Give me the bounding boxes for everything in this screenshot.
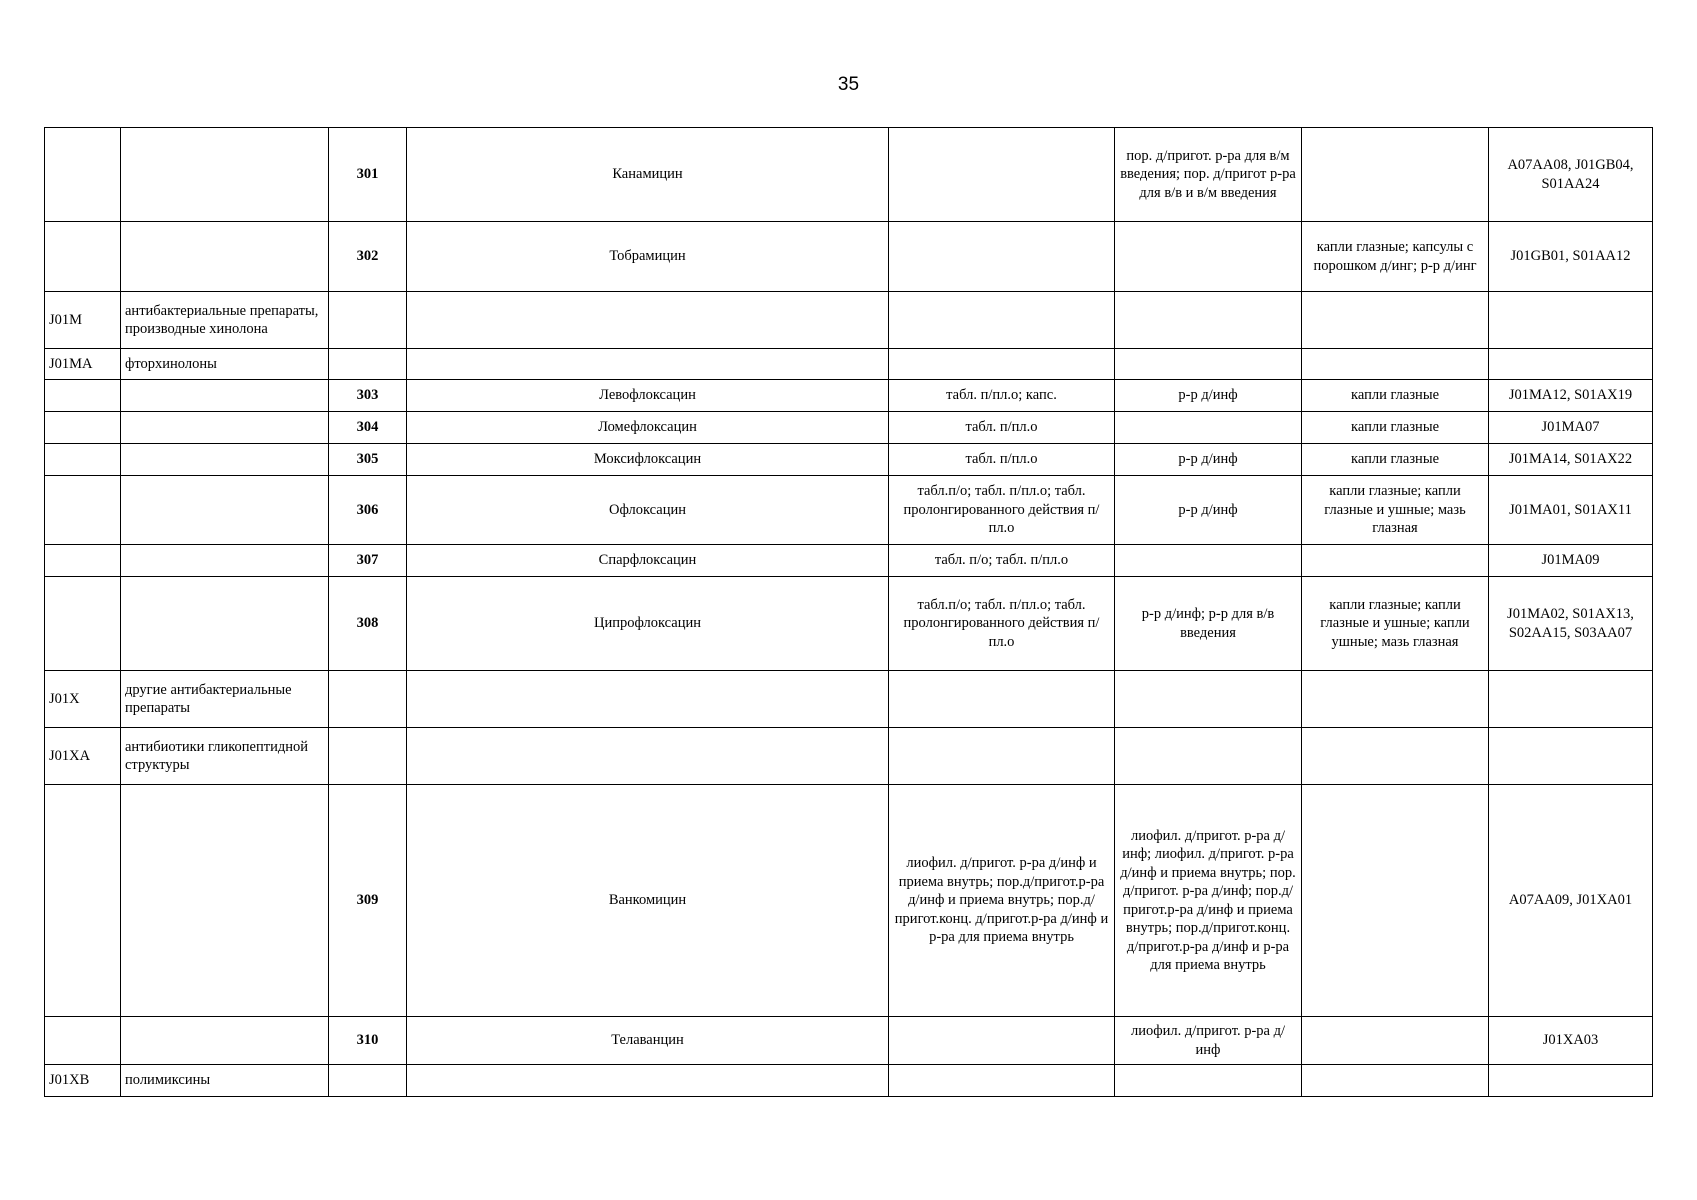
row-number-cell (329, 1065, 407, 1097)
atc-codes-cell: J01MA09 (1489, 545, 1653, 577)
table-row (45, 412, 1653, 444)
drug-name-cell: Ципрофлоксацин (407, 577, 889, 671)
group-name-cell (121, 444, 329, 476)
table-row (45, 476, 1653, 545)
form-other-cell (1302, 128, 1489, 222)
atc-codes-cell: A07AA08, J01GB04, S01AA24 (1489, 128, 1653, 222)
atc-code-cell (45, 222, 121, 292)
form-oral-cell (889, 349, 1115, 380)
form-other-cell (1302, 349, 1489, 380)
atc-codes-cell: J01MA07 (1489, 412, 1653, 444)
group-name-cell: антибиотики гликопептидной структуры (121, 728, 329, 785)
atc-code-cell (45, 476, 121, 545)
row-number-cell: 303 (329, 380, 407, 412)
row-number-cell (329, 671, 407, 728)
atc-codes-cell: J01GB01, S01AA12 (1489, 222, 1653, 292)
drug-name-cell: Левофлоксацин (407, 380, 889, 412)
atc-code-cell (45, 412, 121, 444)
atc-codes-cell (1489, 349, 1653, 380)
page-number: 35 (837, 74, 860, 95)
form-injection-cell (1115, 412, 1302, 444)
form-oral-cell (889, 671, 1115, 728)
atc-codes-cell (1489, 292, 1653, 349)
form-injection-cell: пор. д/пригот. р-ра для в/м введения; пор. д/пригот р-ра для в/в и в/м введения (1115, 128, 1302, 222)
atc-code-cell: J01XB (45, 1065, 121, 1097)
form-other-cell: капли глазные; капли глазные и ушные; капли ушные; мазь глазная (1302, 577, 1489, 671)
row-number-cell: 304 (329, 412, 407, 444)
form-oral-cell: лиофил. д/пригот. р-ра д/инф и приема внутрь; пор.д/пригот.р-ра д/инф и приема внутрь; пор.д/пригот.конц. д/пригот.р-ра д/инф и р-ра для приема внутрь (889, 785, 1115, 1017)
form-oral-cell: табл. п/о; табл. п/пл.о (889, 545, 1115, 577)
atc-code-cell (45, 128, 121, 222)
atc-codes-cell: J01MA02, S01AX13, S02AA15, S03AA07 (1489, 577, 1653, 671)
form-injection-cell: р-р д/инф (1115, 444, 1302, 476)
row-number-cell: 306 (329, 476, 407, 545)
atc-codes-cell: J01MA01, S01AX11 (1489, 476, 1653, 545)
drug-name-cell: Спарфлоксацин (407, 545, 889, 577)
form-oral-cell (889, 1065, 1115, 1097)
table-row (45, 292, 1653, 349)
form-injection-cell: лиофил. д/пригот. р-ра д/инф (1115, 1017, 1302, 1065)
form-injection-cell: р-р д/инф (1115, 476, 1302, 545)
form-injection-cell (1115, 671, 1302, 728)
form-oral-cell: табл. п/пл.о (889, 444, 1115, 476)
drug-name-cell: Канамицин (407, 128, 889, 222)
form-oral-cell (889, 728, 1115, 785)
atc-codes-cell: A07AA09, J01XA01 (1489, 785, 1653, 1017)
table-row (45, 128, 1653, 222)
atc-codes-cell: J01MA14, S01AX22 (1489, 444, 1653, 476)
form-other-cell (1302, 671, 1489, 728)
row-number-cell: 310 (329, 1017, 407, 1065)
form-injection-cell (1115, 1065, 1302, 1097)
form-other-cell: капли глазные; капсулы с порошком д/инг; р-р д/инг (1302, 222, 1489, 292)
row-number-cell: 308 (329, 577, 407, 671)
form-injection-cell (1115, 349, 1302, 380)
drug-table (44, 127, 1653, 1097)
drug-name-cell (407, 292, 889, 349)
row-number-cell: 301 (329, 128, 407, 222)
form-oral-cell: табл. п/пл.о (889, 412, 1115, 444)
row-number-cell (329, 728, 407, 785)
atc-code-cell (45, 785, 121, 1017)
drug-name-cell (407, 349, 889, 380)
form-other-cell (1302, 292, 1489, 349)
group-name-cell (121, 785, 329, 1017)
drug-name-cell: Телаванцин (407, 1017, 889, 1065)
row-number-cell (329, 349, 407, 380)
form-oral-cell: табл.п/о; табл. п/пл.о; табл. пролонгированного действия п/пл.о (889, 476, 1115, 545)
group-name-cell (121, 222, 329, 292)
table-row (45, 577, 1653, 671)
table-row (45, 380, 1653, 412)
table-row (45, 349, 1653, 380)
row-number-cell (329, 292, 407, 349)
form-oral-cell (889, 128, 1115, 222)
form-injection-cell (1115, 728, 1302, 785)
drug-name-cell (407, 671, 889, 728)
form-injection-cell (1115, 292, 1302, 349)
form-oral-cell: табл. п/пл.о; капс. (889, 380, 1115, 412)
form-oral-cell (889, 292, 1115, 349)
form-other-cell: капли глазные; капли глазные и ушные; мазь глазная (1302, 476, 1489, 545)
atc-codes-cell (1489, 1065, 1653, 1097)
group-name-cell (121, 1017, 329, 1065)
group-name-cell: другие антибактериальные препараты (121, 671, 329, 728)
atc-codes-cell (1489, 728, 1653, 785)
atc-code-cell (45, 1017, 121, 1065)
drug-name-cell: Тобрамицин (407, 222, 889, 292)
atc-codes-cell (1489, 671, 1653, 728)
table-row (45, 671, 1653, 728)
form-other-cell: капли глазные (1302, 412, 1489, 444)
form-other-cell: капли глазные (1302, 444, 1489, 476)
drug-name-cell (407, 1065, 889, 1097)
form-other-cell (1302, 1065, 1489, 1097)
drug-name-cell: Моксифлоксацин (407, 444, 889, 476)
form-other-cell (1302, 728, 1489, 785)
form-injection-cell (1115, 222, 1302, 292)
form-oral-cell (889, 222, 1115, 292)
drug-name-cell (407, 728, 889, 785)
group-name-cell (121, 577, 329, 671)
row-number-cell: 305 (329, 444, 407, 476)
group-name-cell (121, 545, 329, 577)
drug-name-cell: Ванкомицин (407, 785, 889, 1017)
form-other-cell (1302, 785, 1489, 1017)
table-row (45, 444, 1653, 476)
form-oral-cell (889, 1017, 1115, 1065)
table-row (45, 728, 1653, 785)
group-name-cell: полимиксины (121, 1065, 329, 1097)
form-other-cell (1302, 545, 1489, 577)
atc-code-cell: J01M (45, 292, 121, 349)
table-row (45, 1065, 1653, 1097)
group-name-cell (121, 476, 329, 545)
form-other-cell (1302, 1017, 1489, 1065)
form-injection-cell: лиофил. д/пригот. р-ра д/инф; лиофил. д/пригот. р-ра д/инф и приема внутрь; пор. д/пригот. р-ра д/инф; пор.д/пригот.р-ра д/инф и приема внутрь; пор.д/пригот.конц. д/пригот.р-ра д/инф и р-ра для приема внутрь (1115, 785, 1302, 1017)
atc-code-cell: J01XA (45, 728, 121, 785)
form-injection-cell (1115, 545, 1302, 577)
table-row (45, 785, 1653, 1017)
atc-code-cell (45, 577, 121, 671)
drug-name-cell: Ломефлоксацин (407, 412, 889, 444)
atc-code-cell (45, 545, 121, 577)
form-oral-cell: табл.п/о; табл. п/пл.о; табл. пролонгированного действия п/пл.о (889, 577, 1115, 671)
form-other-cell: капли глазные (1302, 380, 1489, 412)
atc-code-cell (45, 380, 121, 412)
drug-name-cell: Офлоксацин (407, 476, 889, 545)
row-number-cell: 309 (329, 785, 407, 1017)
row-number-cell: 302 (329, 222, 407, 292)
group-name-cell (121, 128, 329, 222)
atc-code-cell: J01X (45, 671, 121, 728)
table-row (45, 222, 1653, 292)
table-row (45, 1017, 1653, 1065)
group-name-cell (121, 412, 329, 444)
atc-codes-cell: J01XA03 (1489, 1017, 1653, 1065)
row-number-cell: 307 (329, 545, 407, 577)
form-injection-cell: р-р д/инф (1115, 380, 1302, 412)
table-row (45, 545, 1653, 577)
group-name-cell: фторхинолоны (121, 349, 329, 380)
table-body (45, 128, 1653, 1097)
atc-code-cell (45, 444, 121, 476)
atc-codes-cell: J01MA12, S01AX19 (1489, 380, 1653, 412)
form-injection-cell: р-р д/инф; р-р для в/в введения (1115, 577, 1302, 671)
group-name-cell: антибактериальные препараты, производные хинолона (121, 292, 329, 349)
atc-code-cell: J01MA (45, 349, 121, 380)
group-name-cell (121, 380, 329, 412)
